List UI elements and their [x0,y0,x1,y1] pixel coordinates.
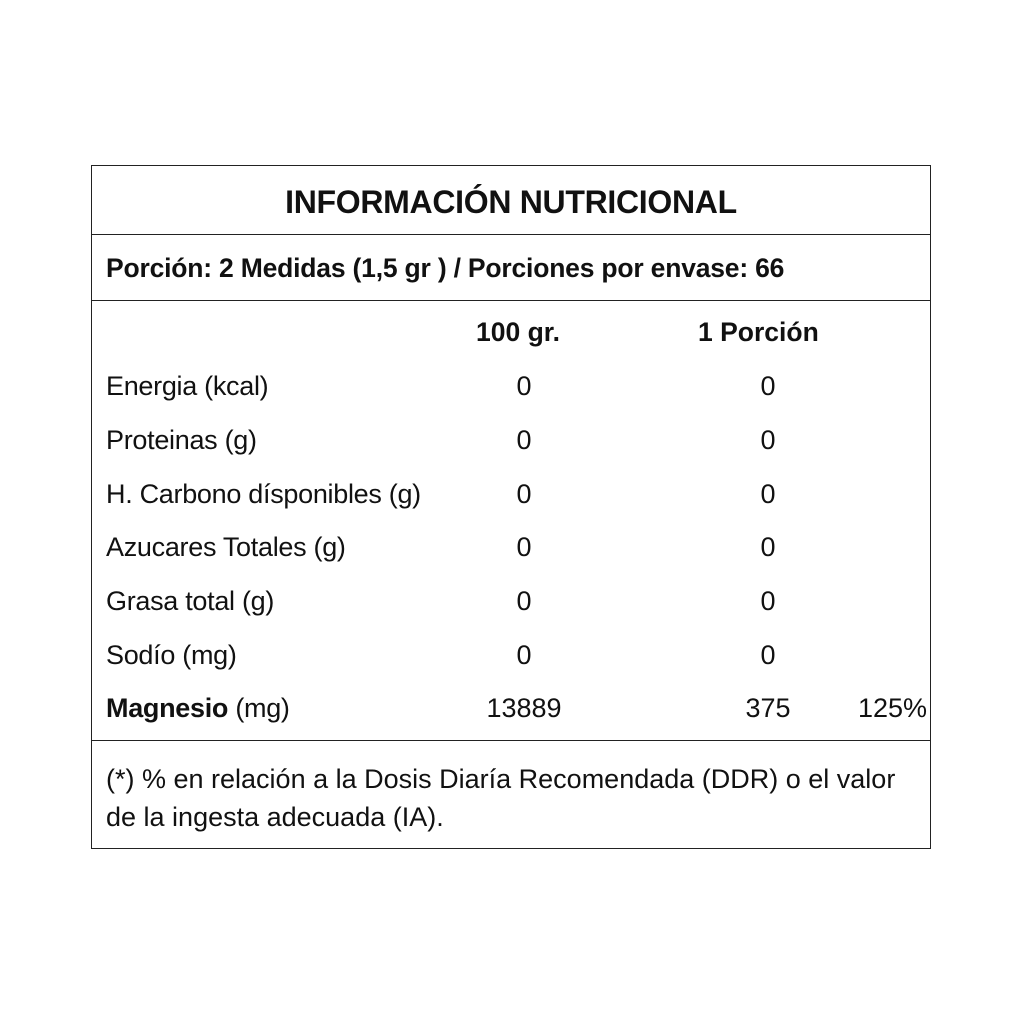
row-value-ddr: 125% [857,693,927,723]
nutrition-table [92,301,930,741]
row-value-portion: 0 [760,371,776,401]
table-row-magnesium [92,693,930,733]
row-label: Grasa total (g) [106,586,275,616]
row-label: Energia (kcal) [106,371,269,401]
row-value-100g: 0 [516,371,532,401]
row-value-100g: 0 [516,532,532,562]
table-row [92,479,930,519]
table-row [92,425,930,465]
row-value-100g: 0 [516,479,532,509]
table-row [92,532,930,572]
row-label [106,693,290,724]
row-value-portion: 0 [760,640,776,670]
magnesium-label: Magnesio [106,693,229,723]
row-value-portion: 0 [760,532,776,562]
column-header-portion: 1 Porción [698,317,819,347]
table-row [92,586,930,626]
row-label: H. Carbono dísponibles (g) [106,479,421,509]
portion-row [92,235,930,301]
row-value-portion: 0 [760,586,776,616]
row-value-portion: 375 [745,693,791,723]
nutrition-panel [91,165,931,849]
row-label: Azucares Totales (g) [106,532,346,562]
table-row [92,640,930,680]
row-value-portion: 0 [760,425,776,455]
portion-info: Porción: 2 Medidas (1,5 gr ) / Porciones por envase: 66 [106,253,785,283]
column-header-100g: 100 gr. [476,317,560,347]
row-value-100g: 0 [516,640,532,670]
magnesium-unit: (mg) [228,693,290,723]
row-value-100g: 13889 [486,693,562,723]
table-row [92,371,930,411]
row-label: Proteinas (g) [106,425,257,455]
row-value-100g: 0 [516,425,532,455]
row-value-100g: 0 [516,586,532,616]
row-label: Sodío (mg) [106,640,237,670]
footnote: (*) % en relación a la Dosis Diaría Recomendada (DDR) o el valor de la ingesta adecuada (IA). [106,764,896,832]
row-value-portion: 0 [760,479,776,509]
nutrition-title: INFORMACIÓN NUTRICIONAL [285,183,737,220]
title-row [92,166,930,235]
